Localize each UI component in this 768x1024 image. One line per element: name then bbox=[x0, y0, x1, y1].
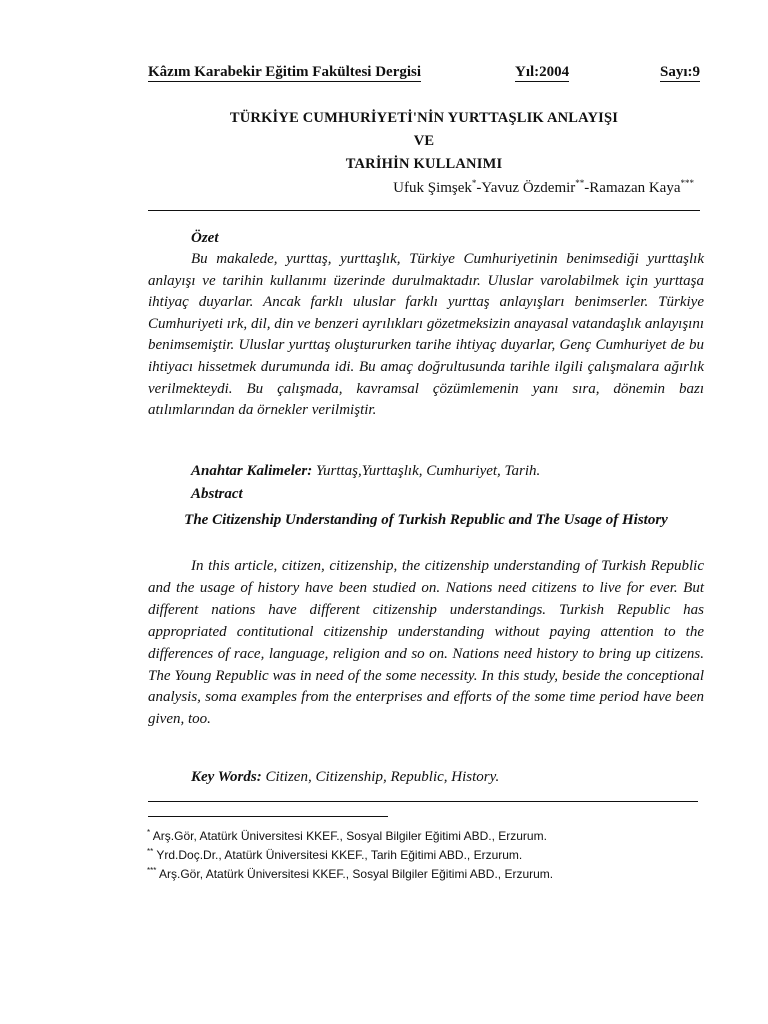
title-line-1: TÜRKİYE CUMHURİYETİ'NİN YURTTAŞLIK ANLAYIŞI bbox=[229, 110, 619, 126]
footnote-mark: *** bbox=[147, 866, 157, 875]
abstract-heading: Abstract bbox=[191, 486, 243, 502]
journal-name: Kâzım Karabekir Eğitim Fakültesi Dergisi bbox=[148, 64, 422, 80]
author-list: Ufuk Şimşek*-Yavuz Özdemir**-Ramazan Kaya*** bbox=[393, 178, 694, 196]
keywords-text: Yurttaş,Yurttaşlık, Cumhuriyet, Tarih. bbox=[316, 463, 541, 479]
footnote bbox=[147, 825, 707, 844]
footnote-mark: * bbox=[147, 828, 151, 837]
title-line-3: TARİHİN KULLANIMI bbox=[345, 156, 503, 172]
keywords-text: Citizen, Citizenship, Republic, History. bbox=[265, 769, 500, 785]
turkish-keywords bbox=[191, 463, 540, 480]
footnote-text: Arş.Gör, Atatürk Üniversitesi KKEF., Sosyal Bilgiler Eğitimi ABD., Erzurum. bbox=[159, 867, 554, 881]
footnote bbox=[147, 844, 707, 863]
abstract-divider bbox=[148, 801, 698, 802]
author-name: Ramazan Kaya bbox=[589, 180, 681, 196]
keywords-label: Anahtar Kalimeler: bbox=[191, 463, 313, 479]
footnote-text: Arş.Gör, Atatürk Üniversitesi KKEF., Sosyal Bilgiler Eğitimi ABD., Erzurum. bbox=[152, 829, 547, 843]
title-divider bbox=[148, 210, 700, 211]
keywords-label: Key Words: bbox=[191, 769, 262, 785]
footnote-rule bbox=[148, 816, 388, 817]
author-name: Yavuz Özdemir bbox=[481, 180, 576, 196]
publication-year: Yıl:2004 bbox=[515, 64, 570, 80]
footnote-text: Yrd.Doç.Dr., Atatürk Üniversitesi KKEF., Tarih Eğitimi ABD., Erzurum. bbox=[156, 848, 523, 862]
author-footnote-mark: ** bbox=[575, 178, 585, 188]
footnotes bbox=[147, 825, 707, 882]
author-name: Ufuk Şimşek bbox=[393, 180, 472, 196]
ozet-heading: Özet bbox=[191, 230, 219, 246]
ozet-paragraph: Bu makalede, yurttaş, yurttaşlık, Türkiye Cumhuriyetinin benimsediği yurttaşlık anlayışı ve tarihin kullanımı üzerinde durulmaktadır. Uluslar varolabilmek için yurttaşa ihtiyaç duyarlar. Ancak farklı uluslar farklı yurttaş anlayışları benimserler. Türkiye Cumhuriyeti ırk, dil, din ve benzeri ayrılıkları gözetmeksizin anayasal vatandaşlık anlayışını benimsemiştir. Uluslar yurttaş oluştururken tarihe ihtiyaç duyarlar, Genç Cumhuriyet de bu ihtiyacı hissetmek durumunda idi. Bu amaç doğrultusunda tarihle ilgili çalışmalara ağırlık verilmekteydi. Bu çalışmada, kavramsal çözümlemenin yanı sıra, dönemin bazı atılımlarından da örnekler verilmiştir. bbox=[148, 251, 704, 419]
footnote-mark: ** bbox=[147, 847, 154, 856]
english-title: The Citizenship Understanding of Turkish Republic and The Usage of History bbox=[184, 512, 668, 528]
footnote bbox=[147, 863, 707, 882]
english-keywords bbox=[191, 769, 499, 786]
abstract-paragraph: In this article, citizen, citizenship, the citizenship understanding of Turkish Republic and the usage of history have been studied on. Nations need citizens to live for ever. But different nations have different citizenship understandings. Turkish Republic has appropriated contitutional citizenship understanding without paying attention to the differences of race, language, religion and so on. Nations need history to bring up citizens. The Young Republic was in need of the some necessity. In this study, beside the conceptional analysis, soma examples from the enterprises and efforts of the some time period have been given, too. bbox=[148, 558, 704, 728]
running-header bbox=[148, 63, 700, 83]
issue-number: Sayı:9 bbox=[659, 64, 700, 80]
author-footnote-mark: * bbox=[471, 178, 477, 188]
author-footnote-mark: *** bbox=[680, 178, 694, 188]
title-line-2: VE bbox=[413, 133, 435, 149]
